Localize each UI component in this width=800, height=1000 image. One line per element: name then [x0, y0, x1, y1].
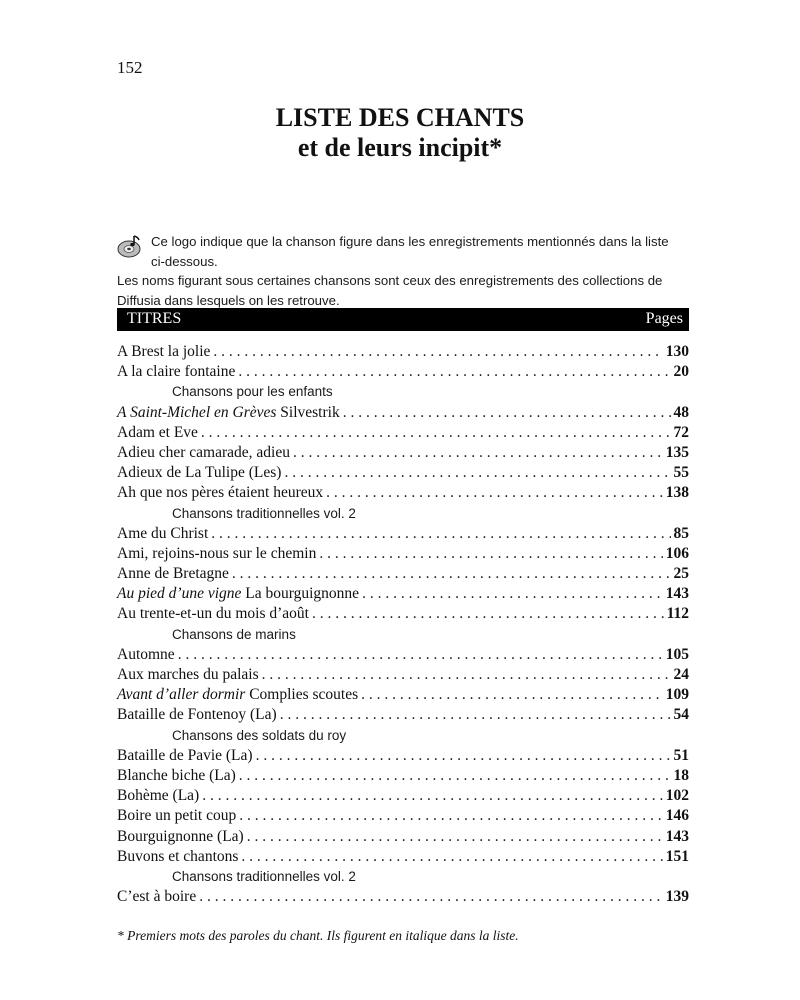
song-title: Adieux de La Tulipe (Les): [117, 464, 282, 482]
note-line: ci-dessous.: [151, 253, 218, 269]
song-title: A la claire fontaine: [117, 363, 236, 381]
dot-leader: [284, 463, 670, 483]
list-item: [117, 604, 689, 624]
music-cd-icon: [117, 234, 143, 258]
dot-leader: [239, 806, 663, 826]
title-line-2: et de leurs incipit*: [297, 133, 503, 162]
page-ref: 143: [665, 827, 689, 845]
list-item: [117, 342, 689, 362]
dot-leader: [239, 766, 671, 786]
page-ref: 54: [673, 706, 689, 724]
dot-leader: [202, 786, 663, 806]
dot-leader: [238, 362, 670, 382]
list-item: [117, 362, 689, 382]
list-item: [117, 483, 689, 503]
page-ref: 20: [673, 363, 689, 381]
footnote: * Premiers mots des paroles du chant. Ils figurent en italique dans la liste.: [117, 928, 519, 943]
dot-leader: [293, 443, 663, 463]
page-ref: 138: [665, 484, 689, 502]
dot-leader: [178, 645, 663, 665]
list-item: [117, 645, 689, 665]
legend-note: [117, 232, 697, 310]
dot-leader: [256, 746, 671, 766]
list-item: [117, 887, 689, 907]
dot-leader: [262, 665, 671, 685]
page-ref: 146: [665, 807, 689, 825]
note-line: Ce logo indique que la chanson figure dans les enregistrements mentionnés dans la liste: [151, 234, 669, 249]
dot-leader: [199, 887, 663, 907]
list-item: [117, 705, 689, 725]
list-item: [117, 463, 689, 483]
dot-leader: [343, 403, 671, 423]
list-item: [117, 584, 689, 604]
song-incipit: Avant d’aller dormir: [117, 686, 246, 704]
list-item: [117, 847, 689, 867]
song-incipit: Au pied d’une vigne: [117, 585, 242, 603]
dot-leader: [201, 423, 671, 443]
list-item: [117, 665, 689, 685]
page-number: 152: [117, 58, 143, 77]
collection-name: Chansons traditionnelles vol. 2: [172, 505, 356, 521]
list-item: [117, 564, 689, 584]
list-item: [117, 423, 689, 443]
page-ref: 112: [666, 605, 689, 623]
list-item: [117, 524, 689, 544]
page-ref: 106: [665, 544, 689, 562]
dot-leader: [247, 827, 663, 847]
song-title: Aux marches du palais: [117, 666, 259, 683]
title-line-1: LISTE DES CHANTS: [275, 103, 525, 132]
page-ref: 143: [665, 585, 689, 603]
page-ref: 51: [673, 746, 689, 764]
song-title: Adam et Eve: [117, 423, 198, 441]
collection-name: Chansons traditionnelles vol. 2: [172, 868, 356, 884]
dot-leader: [326, 483, 663, 503]
song-title: Buvons et chantons: [117, 847, 239, 865]
header-titles: TITRES: [127, 310, 182, 327]
list-item: [117, 443, 689, 463]
list-item: [117, 806, 689, 826]
collection-name: Chansons des soldats du roy: [172, 727, 347, 743]
song-name: Complies scoutes: [249, 686, 359, 704]
dot-leader: [362, 584, 663, 604]
song-title: Ah que nos pères étaient heureux: [117, 484, 324, 502]
list-item: [117, 827, 689, 847]
list-item: [117, 786, 689, 806]
page-ref: 72: [673, 423, 689, 441]
collection-name: Chansons de marins: [172, 626, 296, 642]
dot-leader: [319, 544, 662, 564]
dot-leader: [213, 342, 662, 362]
song-title: Anne de Bretagne: [117, 565, 229, 583]
song-title: Bataille de Pavie (La): [117, 746, 253, 764]
dot-leader: [241, 847, 662, 867]
song-title: Bourguignonne (La): [117, 827, 244, 845]
collection-name: Chansons pour les enfants: [172, 384, 333, 400]
note-line: Les noms figurant sous certaines chansons sont ceux des enregistrements des collections de: [117, 273, 663, 288]
song-list: [117, 342, 689, 907]
page-ref: 25: [673, 565, 689, 583]
song-name: Silvestrik: [280, 403, 340, 421]
song-incipit: A Saint-Michel en Grèves: [117, 403, 277, 421]
list-item: [117, 766, 689, 786]
list-item: [117, 746, 689, 766]
song-title: [117, 685, 358, 705]
list-item: [117, 403, 689, 423]
page-ref: 139: [665, 888, 689, 906]
dot-leader: [280, 705, 671, 725]
list-item: [117, 544, 689, 564]
page-ref: 24: [673, 666, 689, 683]
song-title: Ami, rejoins-nous sur le chemin: [117, 544, 317, 562]
page-ref: 105: [665, 645, 689, 663]
dot-leader: [361, 685, 663, 705]
song-title: [117, 403, 340, 423]
page-title: [0, 103, 800, 163]
song-title: Au trente-et-un du mois d’août: [117, 605, 309, 623]
dot-leader: [232, 564, 671, 584]
song-title: Boire un petit coup: [117, 807, 237, 825]
song-title: A Brest la jolie: [117, 343, 211, 360]
page-ref: 135: [665, 443, 689, 461]
song-title: [117, 584, 359, 604]
page-ref: 151: [665, 847, 689, 865]
table-header: [117, 308, 689, 331]
note-line: Diffusia dans lesquels on les retrouve.: [117, 292, 340, 308]
page-ref: 102: [665, 787, 689, 805]
song-title: Bohème (La): [117, 787, 200, 805]
song-title: C’est à boire: [117, 888, 197, 906]
song-title: Adieu cher camarade, adieu: [117, 443, 290, 461]
dot-leader: [312, 604, 664, 624]
song-title: Bataille de Fontenoy (La): [117, 706, 277, 724]
page-ref: 18: [673, 766, 689, 784]
song-title: Blanche biche (La): [117, 766, 236, 784]
header-pages: Pages: [645, 310, 683, 327]
page-ref: 85: [673, 524, 689, 542]
page-ref: 48: [673, 403, 689, 421]
song-title: Ame du Christ: [117, 524, 209, 542]
song-title: Automne: [117, 645, 175, 663]
page-ref: 55: [673, 464, 689, 482]
dot-leader: [211, 524, 670, 544]
song-name: La bourguignonne: [245, 585, 360, 603]
page-ref: 109: [665, 686, 689, 704]
list-item: [117, 685, 689, 705]
page-ref: 130: [665, 343, 689, 360]
